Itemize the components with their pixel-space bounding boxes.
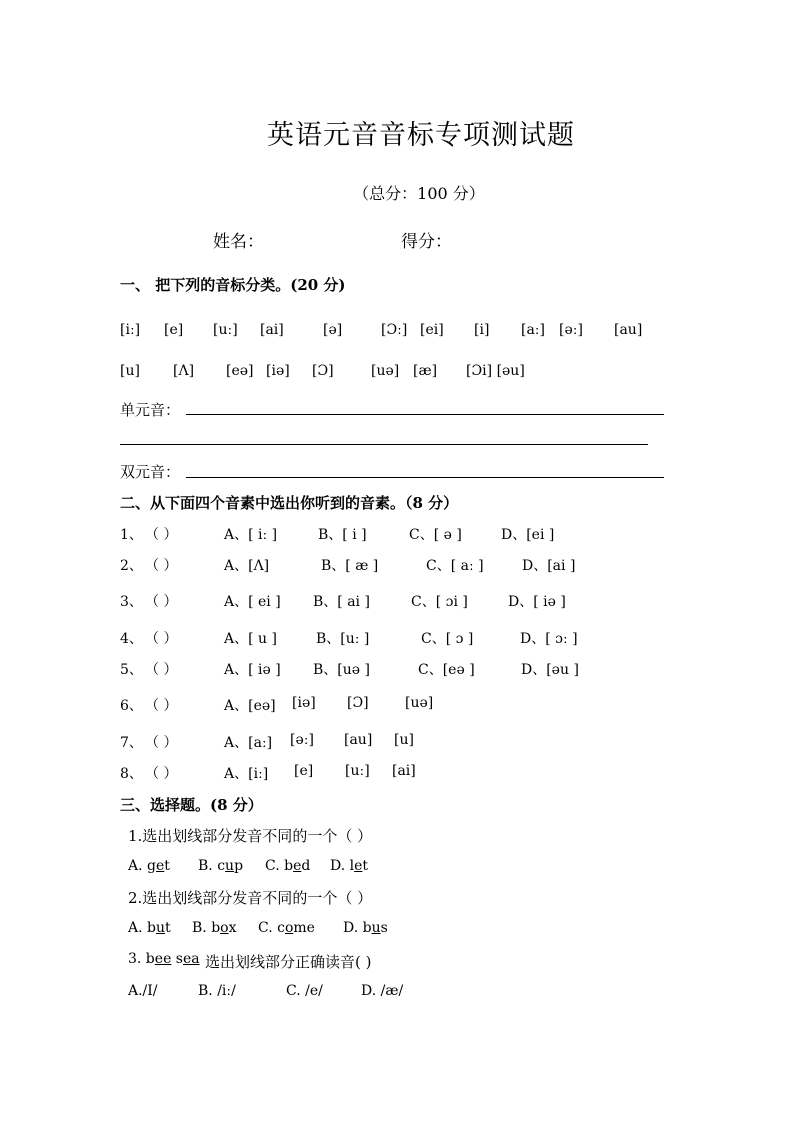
- symbol: [i]: [474, 322, 490, 338]
- q1-option-d[interactable]: D. let: [330, 858, 369, 874]
- listening-question: [0, 555, 794, 575]
- diphthong-label: 双元音：: [120, 463, 181, 481]
- option-a: A、[ iə ]: [224, 662, 281, 678]
- listening-question: [0, 695, 794, 715]
- answer-blank[interactable]: （ ）: [145, 527, 178, 543]
- option-d: [ai]: [392, 763, 416, 779]
- option-b: B、[uə ]: [313, 662, 370, 678]
- option-c: [au]: [344, 732, 373, 748]
- symbol: [e]: [164, 322, 184, 338]
- symbol: [iə]: [266, 363, 290, 379]
- symbol: [əː]: [559, 322, 583, 338]
- question-number: 2、: [120, 558, 143, 574]
- q1-option-b[interactable]: B. cup: [198, 858, 244, 874]
- option-a: A、[Λ]: [224, 558, 270, 574]
- answer-blank[interactable]: （ ）: [145, 735, 178, 751]
- symbol: [ei]: [420, 322, 444, 338]
- section1-heading: 一、 把下列的音标分类。(20 分): [120, 276, 346, 294]
- section3-heading: 三、选择题。(8 分）: [120, 796, 263, 814]
- q3-options: [0, 983, 794, 1003]
- question-number: 1、: [120, 527, 143, 543]
- symbol: [ai]: [260, 322, 284, 338]
- option-c: [Ɔ]: [347, 695, 369, 711]
- q2-option-a[interactable]: A. but: [128, 920, 171, 936]
- option-b: B、[uː ]: [316, 631, 370, 647]
- symbol-row-2: [0, 363, 794, 383]
- listening-question: [0, 659, 794, 679]
- diphthong-answer-line[interactable]: [186, 477, 664, 478]
- option-b: [əː]: [290, 732, 314, 748]
- q1-option-c[interactable]: C. bed: [265, 858, 311, 874]
- option-d: [uə]: [405, 695, 434, 711]
- symbol: [uː]: [213, 322, 238, 338]
- q2-option-b[interactable]: B. box: [192, 920, 237, 936]
- listening-question: [0, 732, 794, 752]
- q3-stem-row: [0, 951, 794, 971]
- symbol: [Ɔː]: [381, 322, 408, 338]
- option-d: D、[ ɔː ]: [520, 631, 578, 647]
- score-label: 得分：: [401, 232, 452, 252]
- q3-option-a[interactable]: A./I/: [128, 983, 158, 999]
- answer-blank[interactable]: （ ）: [145, 594, 178, 610]
- symbol: [Ɔ]: [312, 363, 334, 379]
- option-b: B、[ i ]: [318, 527, 367, 543]
- q1-options: [0, 858, 794, 878]
- listening-question: [0, 628, 794, 648]
- q1-option-a[interactable]: A. get: [128, 858, 170, 874]
- option-b: B、[ æ ]: [321, 558, 379, 574]
- section2-heading: 二、从下面四个音素中选出你听到的音素。（8 分）: [120, 494, 459, 512]
- option-b: [iə]: [292, 695, 316, 711]
- name-label: 姓名：: [213, 232, 264, 252]
- answer-blank[interactable]: （ ）: [145, 631, 178, 647]
- q3-words: 3. bee sea: [128, 951, 200, 967]
- q3-stem: 选出划线部分正确读音( ): [205, 953, 372, 971]
- total-score: （总分：100 分）: [353, 184, 485, 203]
- monophthong-label: 单元音：: [120, 401, 181, 419]
- q2-option-d[interactable]: D. bus: [343, 920, 388, 936]
- option-c: C、[eə ]: [418, 662, 475, 678]
- option-c: [uː]: [345, 763, 370, 779]
- option-c: C、[ ɔ ]: [421, 631, 474, 647]
- option-b: [e]: [294, 763, 314, 779]
- option-a: A、[ u ]: [224, 631, 277, 647]
- symbol: [Ɔi] [əu]: [466, 363, 525, 379]
- q2-option-c[interactable]: C. come: [258, 920, 315, 936]
- q2-options: [0, 920, 794, 940]
- symbol: [uə]: [371, 363, 400, 379]
- answer-blank[interactable]: （ ）: [145, 558, 178, 574]
- question-number: 6、: [120, 698, 143, 714]
- symbol: [ə]: [323, 322, 343, 338]
- option-d: D、[ei ]: [501, 527, 555, 543]
- symbol-row-1: [0, 322, 794, 342]
- option-d: D、[ iə ]: [508, 594, 566, 610]
- question-number: 7、: [120, 735, 143, 751]
- symbol: [Λ]: [173, 363, 195, 379]
- option-d: D、[əu ]: [521, 662, 579, 678]
- answer-blank[interactable]: （ ）: [145, 766, 178, 782]
- option-a: A、[ iː ]: [224, 527, 278, 543]
- page-title: 英语元音音标专项测试题: [267, 120, 575, 151]
- option-c: C、[ ɔi ]: [411, 594, 468, 610]
- question-number: 4、: [120, 631, 143, 647]
- listening-question: [0, 524, 794, 544]
- symbol: [iː]: [120, 322, 141, 338]
- option-d: [u]: [394, 732, 414, 748]
- option-c: C、[ aː ]: [426, 558, 484, 574]
- q3-option-d[interactable]: D. /æ/: [361, 983, 404, 999]
- monophthong-answer-line-2[interactable]: [120, 444, 648, 445]
- option-a: A、[ ei ]: [224, 594, 281, 610]
- q1-stem: 1.选出划线部分发音不同的一个（ ）: [128, 827, 373, 845]
- question-number: 8、: [120, 766, 143, 782]
- listening-question: [0, 763, 794, 783]
- option-b: B、[ ai ]: [313, 594, 370, 610]
- q3-option-b[interactable]: B. /iː/: [198, 983, 236, 999]
- answer-blank[interactable]: （ ）: [145, 698, 178, 714]
- symbol: [æ]: [413, 363, 438, 379]
- option-a: A、[iː]: [224, 766, 269, 782]
- question-number: 5、: [120, 662, 143, 678]
- listening-question: [0, 591, 794, 611]
- option-d: D、[ai ]: [522, 558, 576, 574]
- q3-option-c[interactable]: C. /e/: [286, 983, 323, 999]
- symbol: [eə]: [226, 363, 254, 379]
- answer-blank[interactable]: （ ）: [145, 662, 178, 678]
- q2-stem: 2.选出划线部分发音不同的一个（ ）: [128, 889, 373, 907]
- option-c: C、[ ə ]: [409, 527, 462, 543]
- symbol: [aː]: [521, 322, 545, 338]
- symbol: [u]: [120, 363, 140, 379]
- option-a: A、[eə]: [224, 698, 276, 714]
- option-a: A、[aː]: [224, 735, 273, 751]
- monophthong-answer-line[interactable]: [186, 414, 664, 415]
- question-number: 3、: [120, 594, 143, 610]
- symbol: [au]: [614, 322, 643, 338]
